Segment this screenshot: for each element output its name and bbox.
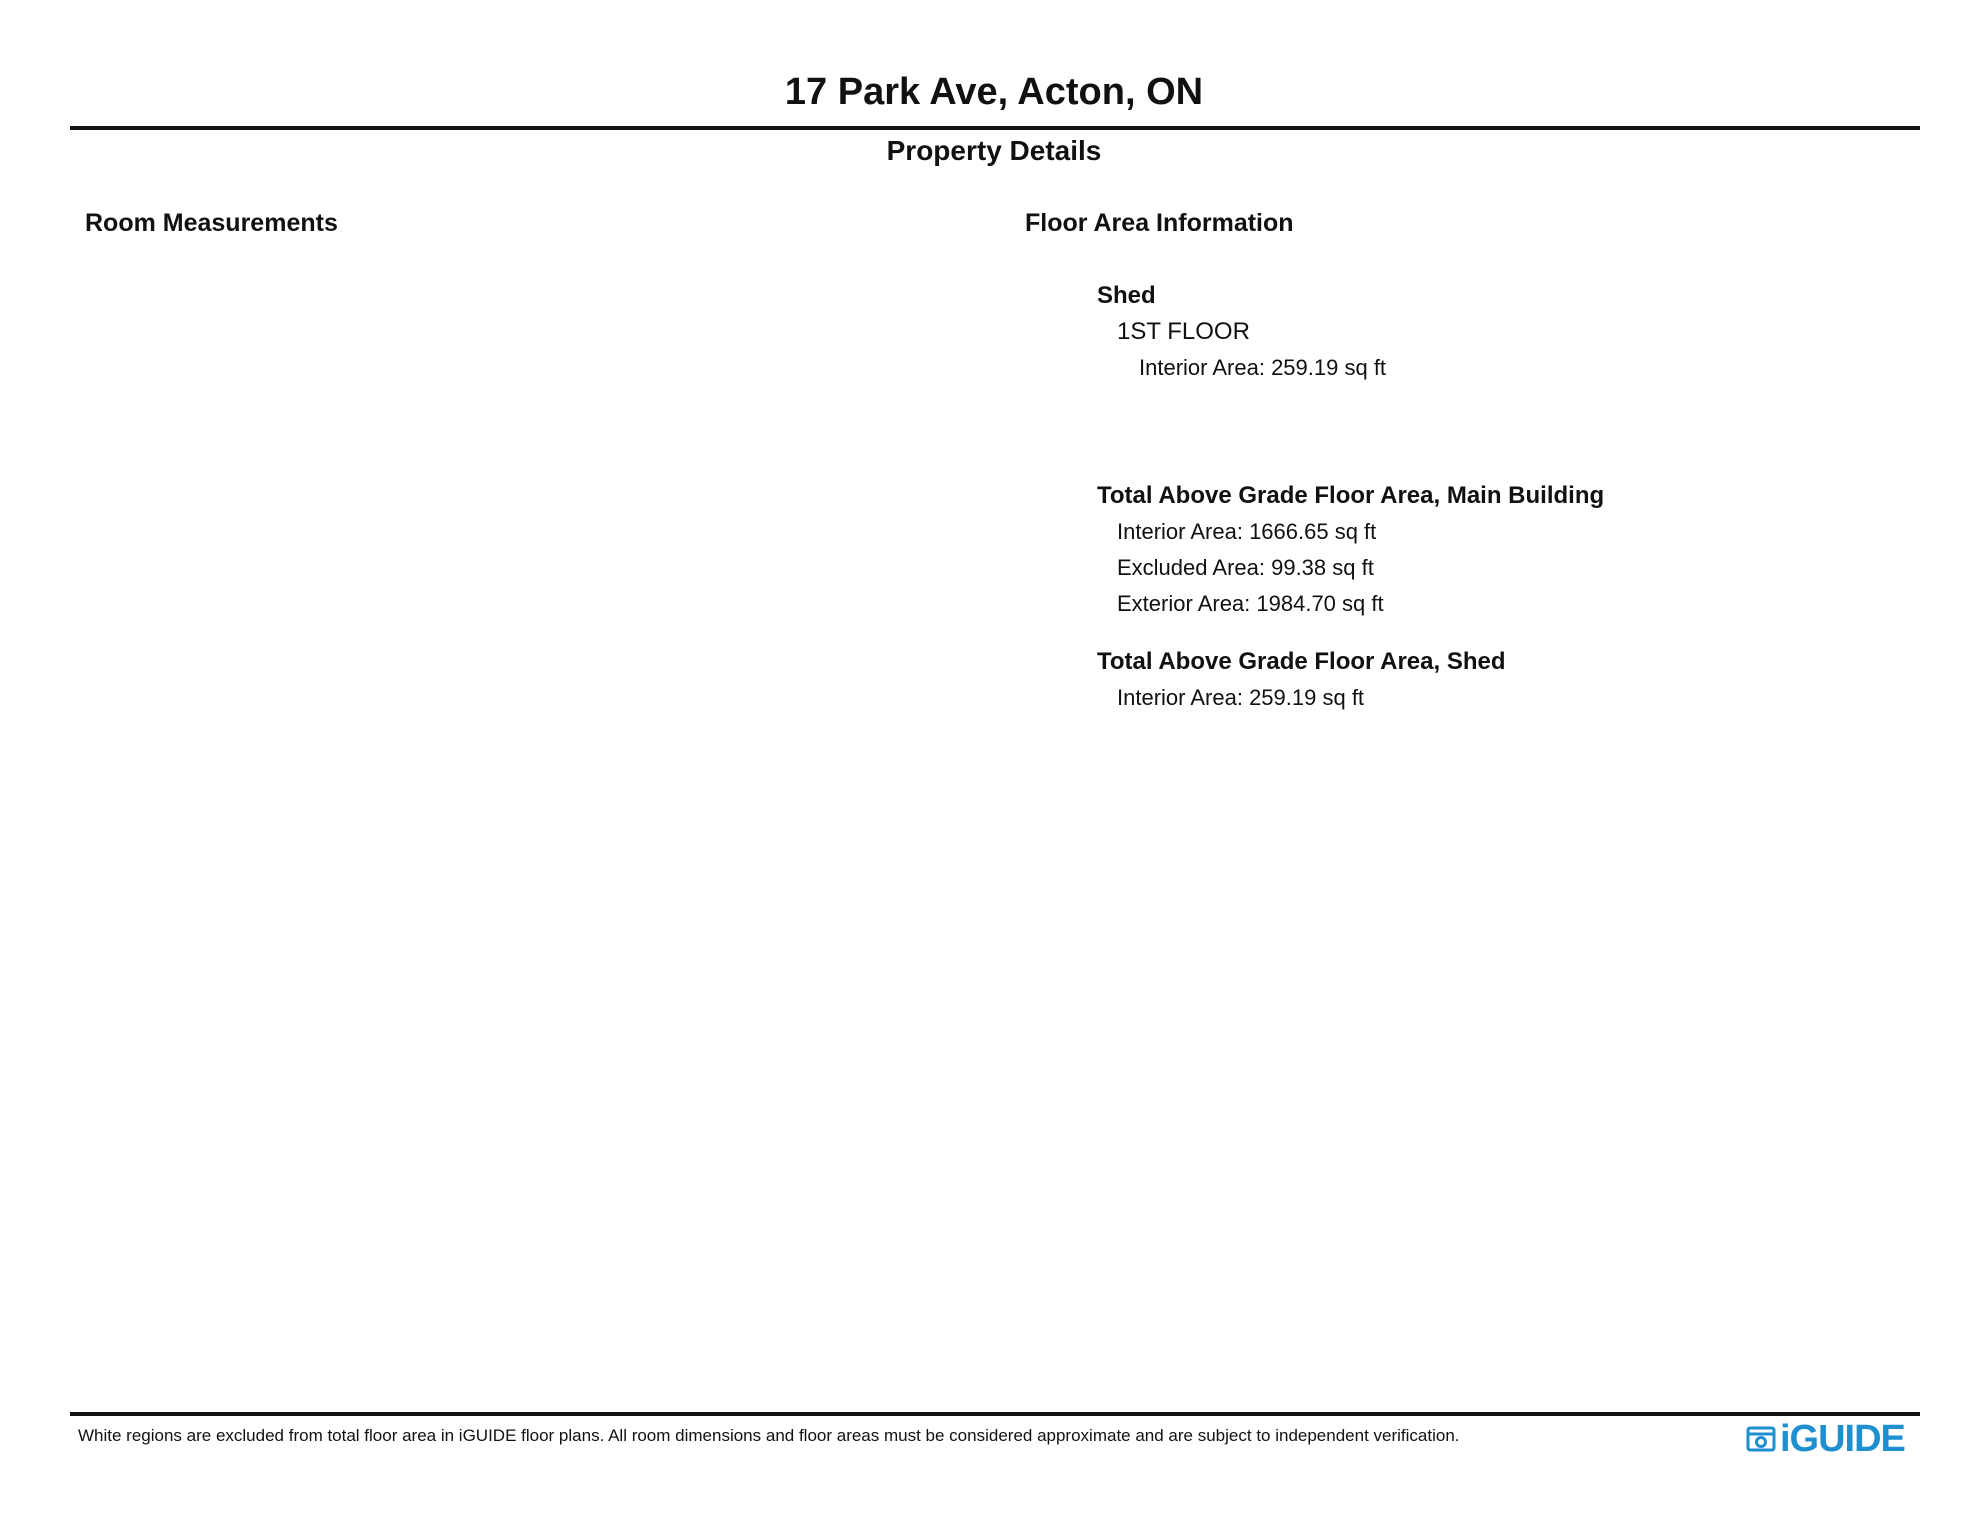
page-subtitle: Property Details <box>886 135 1102 166</box>
footer-disclaimer: White regions are excluded from total floor area in iGUIDE floor plans. All room dimensions and floor areas must be considered approximate and are subject to independent verification. <box>78 1426 1460 1445</box>
room-measurements-heading: Room Measurements <box>85 209 338 237</box>
shed-floor-group <box>1097 278 1604 386</box>
iguide-logo-text: iGUIDE <box>1780 1418 1905 1460</box>
footer-divider <box>70 1412 1920 1416</box>
shed-floor-name: 1ST FLOOR <box>1117 318 1250 345</box>
main-building-total-title: Total Above Grade Floor Area, Main Building <box>1097 482 1605 509</box>
shed-title: Shed <box>1097 282 1156 309</box>
iguide-logo <box>1746 1419 1905 1459</box>
main-building-total-group <box>1097 478 1604 622</box>
shed-total-title: Total Above Grade Floor Area, Shed <box>1097 648 1506 675</box>
main-building-interior-area: Interior Area: 1666.65 sq ft <box>1117 519 1377 544</box>
page-title: 17 Park Ave, Acton, ON <box>784 71 1204 113</box>
iguide-camera-icon <box>1746 1424 1776 1454</box>
floor-area-heading: Floor Area Information <box>1025 209 1294 237</box>
main-building-exterior-area: Exterior Area: 1984.70 sq ft <box>1117 591 1384 616</box>
main-building-excluded-area: Excluded Area: 99.38 sq ft <box>1117 555 1374 580</box>
shed-total-group <box>1097 644 1604 716</box>
shed-interior-area: Interior Area: 259.19 sq ft <box>1139 355 1387 380</box>
header-divider <box>70 126 1920 130</box>
shed-total-interior-area: Interior Area: 259.19 sq ft <box>1117 685 1365 710</box>
floor-area-section <box>1097 278 1604 716</box>
